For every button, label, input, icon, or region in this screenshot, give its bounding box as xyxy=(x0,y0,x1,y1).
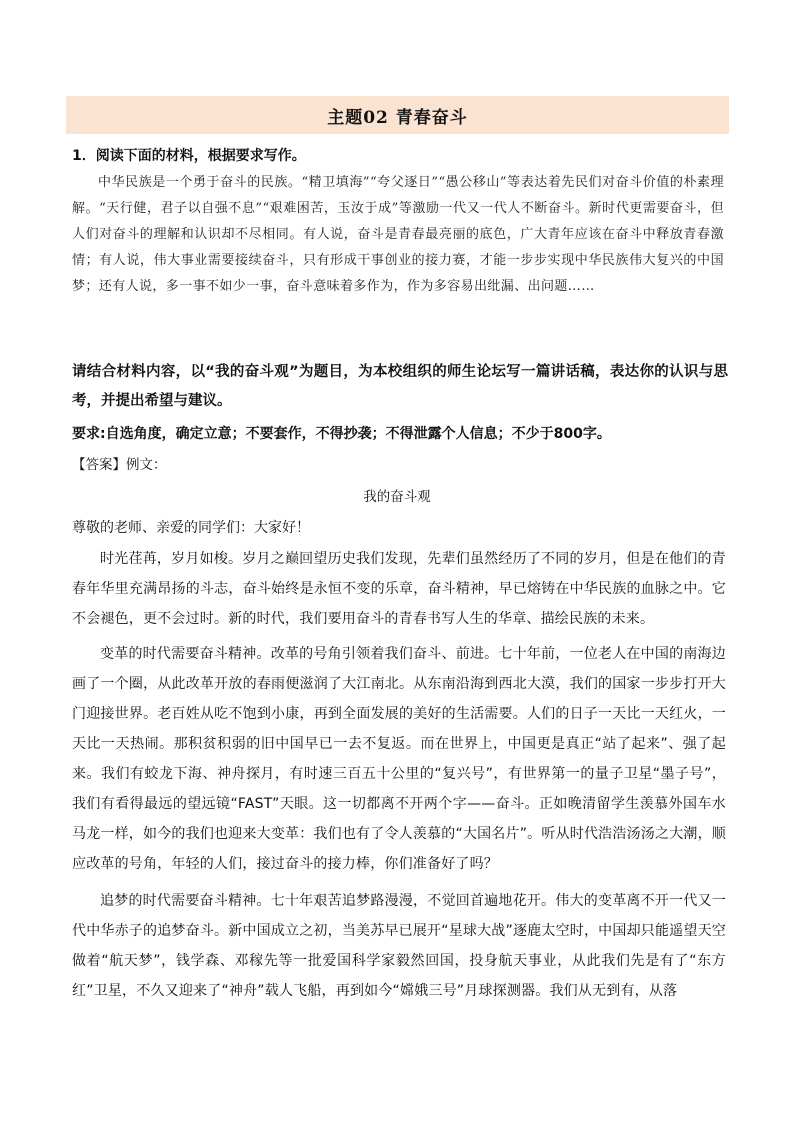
writing-requirements: 要求:自选角度，确定立意；不要套作，不得抄袭；不得泄露个人信息；不少于800字。 xyxy=(72,426,611,442)
reading-material: 中华民族是一个勇于奋斗的民族。“精卫填海”“夸父逐日”“愚公移山”等表达着先民们对奋斗价值的朴素理解。“天行健，君子以自强不息”“艰难困苦，玉汝于成”等激励一代又一代人不断奋斗。新时代更需要奋斗，但人们对奋斗的理解和认识却不尽相同。有人说，奋斗是青春最亮丽的底色，广大青年应该在奋斗中释放青春激情；有人说，伟大事业需要接续奋斗，只有形成干事创业的接力赛，才能一步步实现中华民族伟大复兴的中国梦；还有人说，多一事不如少一事，奋斗意味着多作为，作为多容易出纰漏、出问题…… xyxy=(72,175,724,294)
essay-greeting: 尊敬的老师、亲爱的同学们：大家好！ xyxy=(72,520,310,536)
question-instruction: 1．阅读下面的材料，根据要求写作。 xyxy=(72,148,306,164)
topic-title: 主题02 青春奋斗 xyxy=(327,107,468,128)
essay-paragraph: 变革的时代需要奋斗精神。改革的号角引领着我们奋斗、前进。七十年前，一位老人在中国的南海边画了一个圈，从此改革开放的春雨便滋润了大江南北。从东南沿海到西北大漠，我们的国家一步步打开大门迎接世界。老百姓从吃不饱到小康，再到全面发展的美好的生活需要。人们的日子一天比一天红火，一天比一天热闹。那积贫积弱的旧中国早已一去不复返。而在世界上，中国更是真正“站了起来”、强了起来。我们有蛟龙下海、神舟探月，有时速三百五十公里的“复兴号”，有世界第一的量子卫星“墨子号”，我们有看得最远的望远镜“FAST”天眼。这一切都离不开两个字——奋斗。正如晚清留学生羡慕外国车水马龙一样，如今的我们也迎来大变革：我们也有了令人羡慕的“大国名片”。听从时代浩浩汤汤之大潮，顺应改革的号角，年轻的人们，接过奋斗的接力棒，你们准备好了吗？ xyxy=(72,646,726,872)
essay-title: 我的奋斗观 xyxy=(363,489,431,505)
topic-title-banner xyxy=(66,96,729,134)
essay-paragraph: 时光荏苒，岁月如梭。岁月之巅回望历史我们发现，先辈们虽然经历了不同的岁月，但是在他们的青春年华里充满昂扬的斗志，奋斗始终是永恒不变的乐章，奋斗精神，早已熔铸在中华民族的血脉之中。它不会褪色，更不会过时。新的时代，我们要用奋斗的青春书写人生的华章、描绘民族的未来。 xyxy=(72,551,726,627)
writing-prompt: 请结合材料内容，以“我的奋斗观”为题目，为本校组织的师生论坛写一篇讲话稿，表达你的认识与思考，并提出希望与建议。 xyxy=(72,364,728,409)
answer-label: 【答案】例文： xyxy=(72,457,167,473)
essay-paragraph: 追梦的时代需要奋斗精神。七十年艰苦追梦路漫漫，不觉回首遍地花开。伟大的变革离不开一代又一代中华赤子的追梦奋斗。新中国成立之初，当美苏早已展开“星球大战”逐鹿太空时，中国却只能遥望天空做着“航天梦”，钱学森、邓稼先等一批爱国科学家毅然回国，投身航天事业，从此我们先是有了“东方红”卫星，不久又迎来了“神舟”载人飞船，再到如今“嫦娥三号”月球探测器。我们从无到有，从落 xyxy=(72,893,726,999)
